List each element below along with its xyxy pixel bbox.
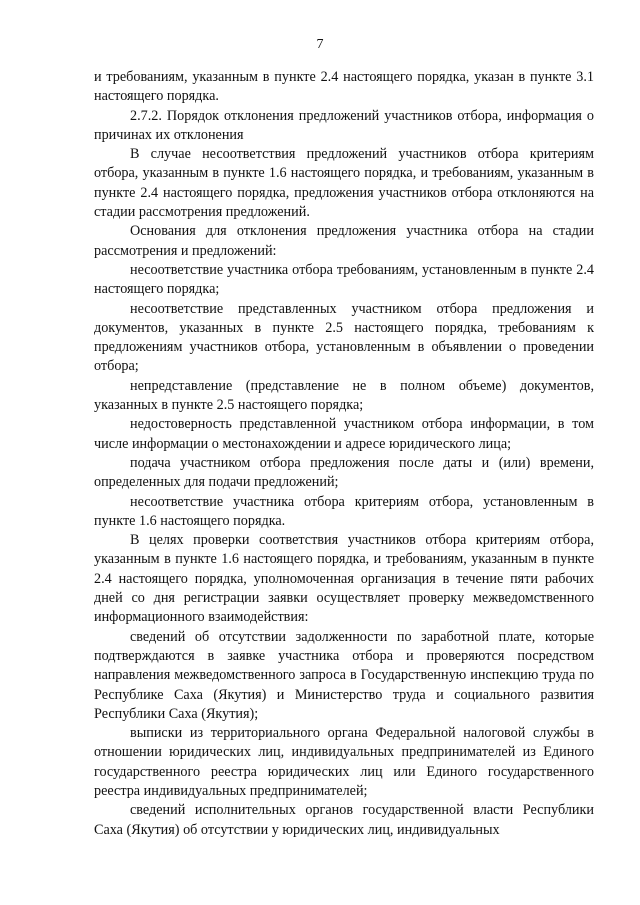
document-body xyxy=(94,68,594,840)
paragraph: В случае несоответствия предложений участников отбора критериям отбора, указанным в пункте 1.6 настоящего порядка, и требованиям, указанным в пункте 2.4 настоящего порядка, предложения участников отбора отклоняются на стадии рассмотрения предложений. xyxy=(94,146,594,221)
list-item: выписки из территориального органа Федеральной налоговой службы в отношении юридических лиц, индивидуальных предпринимателей из Единого государственного реестра юридических лиц или Единого государственного реестра индивидуальных предпринимателей; xyxy=(94,725,594,799)
list-item: непредставление (представление не в полном объеме) документов, указанных в пункте 2.5 настоящего порядка; xyxy=(94,377,594,414)
list-item: недостоверность представленной участником отбора информации, в том числе информации о местонахождении и адресе юридического лица; xyxy=(94,416,594,452)
page-number: 7 xyxy=(316,37,324,52)
list-item: подача участником отбора предложения после даты и (или) времени, определенных для подачи предложений; xyxy=(94,454,594,491)
paragraph: В целях проверки соответствия участников отбора критериям отбора, указанным в пункте 1.6 настоящего порядка, и требованиям, указанным в пункте 2.4 настоящего порядка, уполномоченная организация в течение пяти рабочих дней со дня регистрации заявки осуществляет проверку межведомственного информационного взаимодействия: xyxy=(94,532,594,626)
list-item: сведений об отсутствии задолженности по заработной плате, которые подтверждаются в заявке участника отбора и проверяются посредством направления межведомственного запроса в Государственную инспекцию труда по Республике Саха (Якутия) и Министерство труда и социального развития Республики Саха (Якутия); xyxy=(94,628,594,722)
section-heading: 2.7.2. Порядок отклонения предложений участников отбора, информация о причинах их отклонения xyxy=(94,107,594,143)
list-item: несоответствие участника отбора критериям отбора, установленным в пункте 1.6 настоящего порядка. xyxy=(94,493,594,529)
list-item: несоответствие участника отбора требованиям, установленным в пункте 2.4 настоящего порядка; xyxy=(94,261,594,298)
paragraph: и требованиям, указанным в пункте 2.4 настоящего порядка, указан в пункте 3.1 настоящего порядка. xyxy=(94,69,594,105)
list-item: несоответствие представленных участником отбора предложения и документов, указанных в пункте 2.5 настоящего порядка, требованиям к предложениям участников отбора, установленным в объявлении о проведении отбора; xyxy=(94,300,594,375)
paragraph: Основания для отклонения предложения участника отбора на стадии рассмотрения и предложений: xyxy=(94,223,594,259)
list-item: сведений исполнительных органов государственной власти Республики Саха (Якутия) об отсутствии у юридических лиц, индивидуальных xyxy=(94,802,594,838)
